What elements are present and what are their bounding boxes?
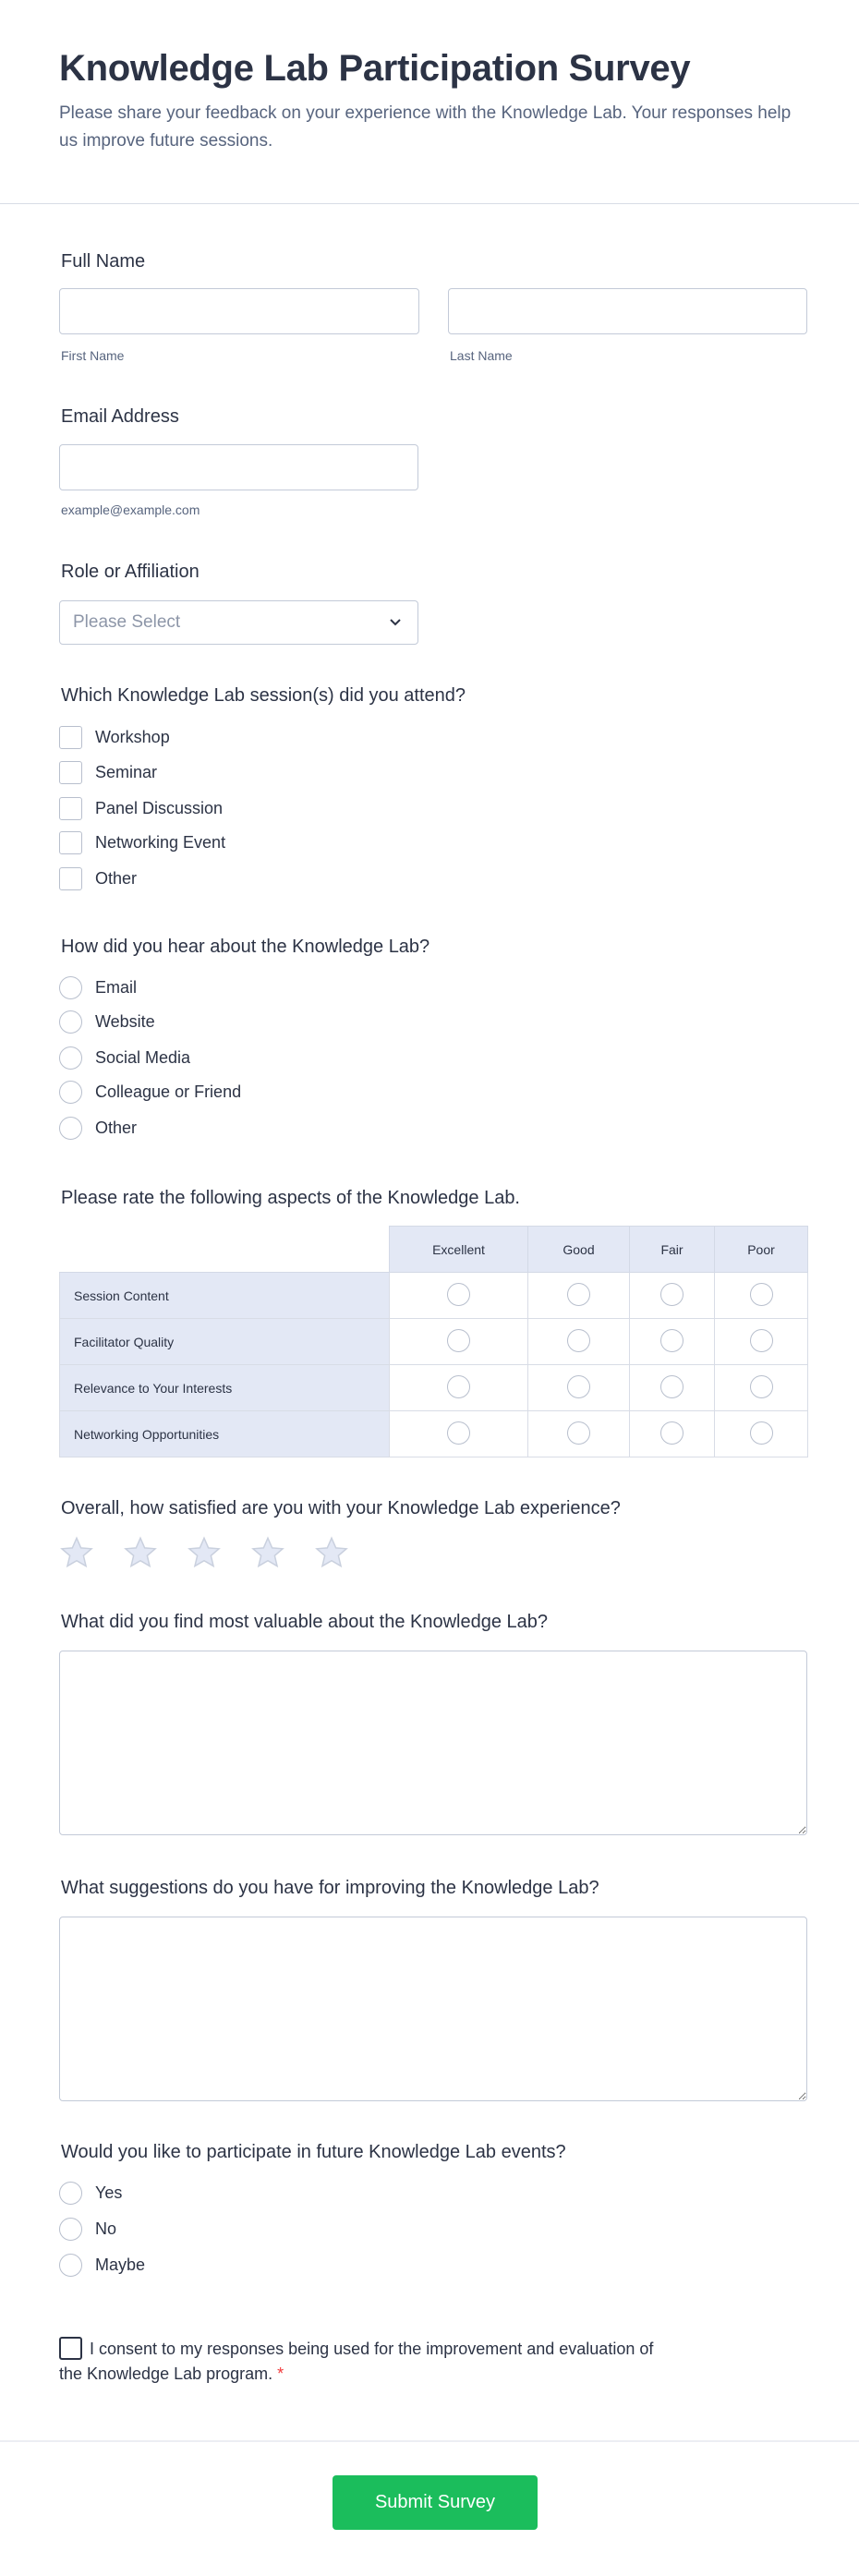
valuable-textarea[interactable] (59, 1651, 807, 1835)
radio[interactable] (750, 1329, 773, 1352)
radio[interactable] (567, 1375, 590, 1398)
rating-matrix (59, 1226, 808, 1457)
row-label: Networking Opportunities (60, 1411, 390, 1457)
future-label: Would you like to participate in future Knowledge Lab events? (61, 2142, 566, 2162)
option-label: Social Media (95, 1047, 191, 1067)
star-icon[interactable] (250, 1536, 285, 1569)
radio[interactable] (750, 1421, 773, 1445)
table-row (60, 1319, 808, 1365)
radio[interactable] (750, 1283, 773, 1306)
page-subtitle: Please share your feedback on your experience with the Knowledge Lab. Your responses help us improve future sessions. (59, 103, 792, 151)
heard-option[interactable] (59, 1046, 190, 1070)
heard-label: How did you hear about the Knowledge Lab? (61, 937, 430, 957)
first-name-input[interactable] (59, 288, 419, 334)
suggestions-textarea[interactable] (59, 1917, 807, 2101)
radio[interactable] (660, 1329, 684, 1352)
role-select-value: Please Select (73, 612, 181, 632)
future-option[interactable] (59, 2253, 145, 2277)
option-label: Panel Discussion (95, 798, 224, 817)
consent-checkbox[interactable] (59, 2337, 82, 2360)
column-header: Good (528, 1227, 630, 1273)
radio[interactable] (59, 2218, 82, 2241)
column-header: Poor (715, 1227, 808, 1273)
radio[interactable] (59, 1046, 82, 1070)
option-label: Email (95, 977, 138, 997)
consent-field (59, 2337, 669, 2387)
radio[interactable] (447, 1375, 470, 1398)
option-label: Other (95, 868, 138, 888)
radio[interactable] (750, 1375, 773, 1398)
full-name-label: Full Name (61, 251, 146, 272)
radio[interactable] (660, 1283, 684, 1306)
option-label: Workshop (95, 727, 170, 746)
radio[interactable] (59, 976, 82, 999)
option-label: Website (95, 1011, 155, 1031)
radio[interactable] (59, 2254, 82, 2277)
table-row (60, 1273, 808, 1319)
future-option[interactable] (59, 2217, 116, 2241)
session-option[interactable] (59, 796, 223, 820)
header-divider (0, 203, 859, 204)
checkbox[interactable] (59, 797, 82, 820)
heard-option[interactable] (59, 1080, 241, 1104)
radio[interactable] (660, 1375, 684, 1398)
radio[interactable] (447, 1283, 470, 1306)
option-label: Other (95, 1118, 138, 1137)
first-name-sublabel: First Name (61, 348, 125, 363)
column-header: Excellent (390, 1227, 528, 1273)
rating-label: Please rate the following aspects of the Knowledge Lab. (61, 1188, 520, 1208)
email-label: Email Address (61, 406, 179, 427)
table-row (60, 1365, 808, 1411)
session-option[interactable] (59, 866, 137, 890)
option-label: No (95, 2219, 117, 2238)
email-sublabel: example@example.com (61, 502, 200, 517)
page-title: Knowledge Lab Participation Survey (59, 48, 691, 89)
column-header: Fair (630, 1227, 715, 1273)
consent-text: I consent to my responses being used for the improvement and evaluation of the Knowledge Lab program. (59, 2340, 654, 2383)
option-label: Colleague or Friend (95, 1082, 242, 1101)
row-label: Session Content (60, 1273, 390, 1319)
last-name-sublabel: Last Name (450, 348, 513, 363)
role-select[interactable] (59, 600, 418, 645)
option-label: Networking Event (95, 832, 226, 852)
future-option[interactable] (59, 2181, 122, 2205)
star-icon[interactable] (59, 1536, 94, 1569)
option-label: Maybe (95, 2255, 146, 2274)
star-icon[interactable] (123, 1536, 158, 1569)
checkbox[interactable] (59, 726, 82, 749)
radio[interactable] (59, 1081, 82, 1104)
sessions-label: Which Knowledge Lab session(s) did you attend? (61, 685, 466, 706)
radio[interactable] (567, 1329, 590, 1352)
radio[interactable] (59, 1117, 82, 1140)
heard-option[interactable] (59, 975, 137, 999)
valuable-label: What did you find most valuable about the Knowledge Lab? (61, 1612, 549, 1632)
radio[interactable] (59, 1010, 82, 1034)
footer-divider (0, 2440, 859, 2442)
radio[interactable] (447, 1329, 470, 1352)
checkbox[interactable] (59, 831, 82, 854)
checkbox[interactable] (59, 761, 82, 784)
radio[interactable] (567, 1283, 590, 1306)
session-option[interactable] (59, 725, 170, 749)
radio[interactable] (59, 2182, 82, 2205)
session-option[interactable] (59, 760, 157, 784)
satisfaction-label: Overall, how satisfied are you with your Knowledge Lab experience? (61, 1498, 621, 1518)
submit-button[interactable]: Submit Survey (333, 2475, 538, 2530)
star-icon[interactable] (314, 1536, 349, 1569)
session-option[interactable] (59, 830, 225, 854)
last-name-input[interactable] (448, 288, 807, 334)
row-label: Facilitator Quality (60, 1319, 390, 1365)
row-label: Relevance to Your Interests (60, 1365, 390, 1411)
radio[interactable] (567, 1421, 590, 1445)
chevron-down-icon (386, 612, 405, 631)
required-mark: * (277, 2364, 284, 2383)
star-rating (59, 1536, 349, 1569)
heard-option[interactable] (59, 1010, 155, 1034)
radio[interactable] (660, 1421, 684, 1445)
suggestions-label: What suggestions do you have for improving the Knowledge Lab? (61, 1878, 599, 1898)
heard-option[interactable] (59, 1116, 137, 1140)
role-label: Role or Affiliation (61, 562, 200, 582)
table-row (60, 1411, 808, 1457)
matrix-corner (60, 1227, 390, 1273)
radio[interactable] (447, 1421, 470, 1445)
checkbox[interactable] (59, 867, 82, 890)
star-icon[interactable] (187, 1536, 222, 1569)
option-label: Yes (95, 2183, 123, 2202)
option-label: Seminar (95, 762, 158, 781)
email-input[interactable] (59, 444, 418, 490)
